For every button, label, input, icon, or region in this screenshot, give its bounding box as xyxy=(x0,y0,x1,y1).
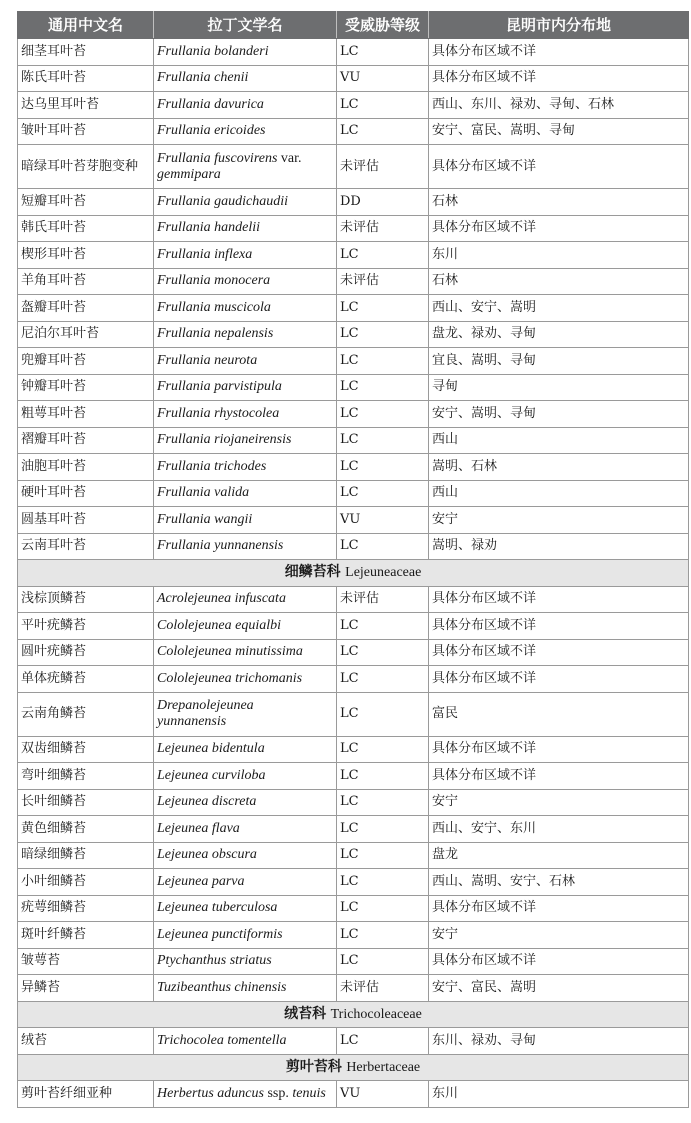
latin-name-cell xyxy=(154,189,337,216)
chinese-name-cell: 双齿细鳞苔 xyxy=(18,736,154,763)
threat-level-cell: LC xyxy=(337,348,429,375)
latin-binomial: Frullania yunnanensis xyxy=(157,538,284,554)
threat-level-cell: LC xyxy=(337,816,429,843)
chinese-name-cell: 云南耳叶苔 xyxy=(18,533,154,560)
latin-name-cell xyxy=(154,763,337,790)
latin-name-cell xyxy=(154,736,337,763)
threat-level-cell: 未评估 xyxy=(337,586,429,613)
distribution-cell: 西山、东川、禄劝、寻甸、石林 xyxy=(429,92,689,119)
latin-name-cell xyxy=(154,348,337,375)
family-latin-name: Trichocoleaceae xyxy=(330,1006,422,1022)
table-body xyxy=(18,39,689,1108)
family-chinese-name: 绒苔科 xyxy=(284,1005,327,1022)
family-latin-name: Lejeuneaceae xyxy=(345,565,422,581)
species-table xyxy=(17,11,689,1108)
distribution-cell: 安宁 xyxy=(429,507,689,534)
table-row xyxy=(18,763,689,790)
threat-level-cell: VU xyxy=(337,65,429,92)
threat-level-cell: 未评估 xyxy=(337,975,429,1002)
header-latin-name: 拉丁文学名 xyxy=(154,12,337,39)
chinese-name-cell: 钟瓣耳叶苔 xyxy=(18,374,154,401)
table-row xyxy=(18,215,689,242)
distribution-cell: 具体分布区域不详 xyxy=(429,736,689,763)
distribution-cell: 西山、嵩明、安宁、石林 xyxy=(429,869,689,896)
latin-name-cell xyxy=(154,948,337,975)
chinese-name-cell: 硬叶耳叶苔 xyxy=(18,480,154,507)
latin-binomial: Frullania bolanderi xyxy=(157,43,269,59)
threat-level-cell: DD xyxy=(337,189,429,216)
table-row xyxy=(18,65,689,92)
threat-level-cell: LC xyxy=(337,895,429,922)
latin-name-cell xyxy=(154,480,337,507)
latin-binomial: Herbertus aduncus xyxy=(157,1085,264,1101)
latin-name-cell xyxy=(154,427,337,454)
threat-level-cell: 未评估 xyxy=(337,215,429,242)
latin-infraspecific: tenuis xyxy=(292,1085,326,1101)
table-row xyxy=(18,92,689,119)
table-row xyxy=(18,789,689,816)
latin-name-cell xyxy=(154,401,337,428)
table-row xyxy=(18,613,689,640)
table-row xyxy=(18,321,689,348)
latin-rank: var. xyxy=(280,150,302,166)
table-row xyxy=(18,480,689,507)
latin-name-cell xyxy=(154,92,337,119)
table-row xyxy=(18,666,689,693)
chinese-name-cell: 弯叶细鳞苔 xyxy=(18,763,154,790)
header-threat-level: 受威胁等级 xyxy=(337,12,429,39)
latin-name-cell xyxy=(154,321,337,348)
threat-level-cell: LC xyxy=(337,869,429,896)
latin-name-cell xyxy=(154,1081,337,1108)
latin-name-cell xyxy=(154,533,337,560)
latin-rank: ssp. xyxy=(267,1085,289,1101)
latin-binomial: Cololejeunea trichomanis xyxy=(157,670,303,686)
table-row xyxy=(18,922,689,949)
latin-name-cell xyxy=(154,816,337,843)
chinese-name-cell: 暗绿细鳞苔 xyxy=(18,842,154,869)
latin-name-cell xyxy=(154,39,337,66)
chinese-name-cell: 浅棕顶鳞苔 xyxy=(18,586,154,613)
chinese-name-cell: 尼泊尔耳叶苔 xyxy=(18,321,154,348)
chinese-name-cell: 油胞耳叶苔 xyxy=(18,454,154,481)
distribution-cell: 安宁、富民、嵩明、寻甸 xyxy=(429,118,689,145)
latin-binomial: Frullania monocera xyxy=(157,273,271,289)
latin-binomial: Frullania nepalensis xyxy=(157,326,274,342)
table-row xyxy=(18,374,689,401)
distribution-cell: 石林 xyxy=(429,268,689,295)
table-row xyxy=(18,975,689,1002)
family-header xyxy=(18,1054,689,1081)
distribution-cell: 具体分布区域不详 xyxy=(429,613,689,640)
distribution-cell: 富民 xyxy=(429,692,689,736)
chinese-name-cell: 黄色细鳞苔 xyxy=(18,816,154,843)
table-row xyxy=(18,242,689,269)
family-header-row xyxy=(18,560,689,587)
latin-epithet: yunnanensis xyxy=(157,714,227,729)
threat-level-cell: LC xyxy=(337,118,429,145)
threat-level-cell: LC xyxy=(337,401,429,428)
latin-binomial: Lejeunea punctiformis xyxy=(157,926,283,942)
table-row xyxy=(18,268,689,295)
latin-binomial: Frullania neurota xyxy=(157,352,258,368)
table-row xyxy=(18,189,689,216)
chinese-name-cell: 单体疣鳞苔 xyxy=(18,666,154,693)
latin-binomial: Frullania davurica xyxy=(157,96,264,112)
chinese-name-cell: 皱萼苔 xyxy=(18,948,154,975)
distribution-cell: 安宁 xyxy=(429,922,689,949)
latin-name-cell xyxy=(154,895,337,922)
threat-level-cell: LC xyxy=(337,763,429,790)
chinese-name-cell: 长叶细鳞苔 xyxy=(18,789,154,816)
chinese-name-cell: 圆叶疣鳞苔 xyxy=(18,639,154,666)
latin-name-cell xyxy=(154,118,337,145)
distribution-cell: 安宁 xyxy=(429,789,689,816)
table-row xyxy=(18,736,689,763)
threat-level-cell: LC xyxy=(337,922,429,949)
distribution-cell: 盘龙、禄劝、寻甸 xyxy=(429,321,689,348)
latin-name-cell xyxy=(154,268,337,295)
threat-level-cell: LC xyxy=(337,427,429,454)
chinese-name-cell: 短瓣耳叶苔 xyxy=(18,189,154,216)
latin-binomial: Lejeunea parva xyxy=(157,873,245,889)
distribution-cell: 西山、安宁、嵩明 xyxy=(429,295,689,322)
chinese-name-cell: 楔形耳叶苔 xyxy=(18,242,154,269)
table-row xyxy=(18,692,689,736)
threat-level-cell: VU xyxy=(337,1081,429,1108)
distribution-cell: 安宁、富民、嵩明 xyxy=(429,975,689,1002)
header-distribution: 昆明市内分布地 xyxy=(429,12,689,39)
chinese-name-cell: 羊角耳叶苔 xyxy=(18,268,154,295)
table-row xyxy=(18,948,689,975)
latin-binomial: Lejeunea discreta xyxy=(157,794,257,810)
table-row xyxy=(18,145,689,189)
latin-name-cell xyxy=(154,922,337,949)
latin-binomial: Tuzibeanthus chinensis xyxy=(157,979,287,995)
latin-name-cell xyxy=(154,639,337,666)
latin-binomial: Acrolejeunea infuscata xyxy=(157,591,286,607)
table-row xyxy=(18,816,689,843)
table-row xyxy=(18,507,689,534)
latin-binomial: Lejeunea bidentula xyxy=(157,741,265,757)
latin-binomial: Cololejeunea equialbi xyxy=(157,617,282,633)
table-row xyxy=(18,118,689,145)
threat-level-cell: LC xyxy=(337,1028,429,1055)
latin-name-cell xyxy=(154,295,337,322)
chinese-name-cell: 盔瓣耳叶苔 xyxy=(18,295,154,322)
latin-name-cell xyxy=(154,454,337,481)
latin-binomial: Frullania inflexa xyxy=(157,246,253,262)
threat-level-cell: LC xyxy=(337,613,429,640)
threat-level-cell: LC xyxy=(337,948,429,975)
distribution-cell: 西山 xyxy=(429,480,689,507)
table-row xyxy=(18,586,689,613)
threat-level-cell: 未评估 xyxy=(337,268,429,295)
chinese-name-cell: 平叶疣鳞苔 xyxy=(18,613,154,640)
latin-name-cell xyxy=(154,789,337,816)
chinese-name-cell: 粗萼耳叶苔 xyxy=(18,401,154,428)
threat-level-cell: LC xyxy=(337,789,429,816)
family-header-row xyxy=(18,1054,689,1081)
latin-binomial: Frullania muscicola xyxy=(157,299,271,315)
latin-binomial: Lejeunea flava xyxy=(157,820,240,836)
latin-binomial: Frullania parvistipula xyxy=(157,379,282,395)
chinese-name-cell: 陈氏耳叶苔 xyxy=(18,65,154,92)
family-latin-name: Herbertaceae xyxy=(346,1059,421,1075)
chinese-name-cell: 细茎耳叶苔 xyxy=(18,39,154,66)
latin-name-cell xyxy=(154,242,337,269)
table-header xyxy=(18,12,689,39)
distribution-cell: 具体分布区域不详 xyxy=(429,39,689,66)
latin-name-cell xyxy=(154,65,337,92)
family-chinese-name: 剪叶苔科 xyxy=(285,1058,342,1075)
table-row xyxy=(18,1028,689,1055)
latin-binomial: Frullania valida xyxy=(157,485,250,501)
latin-binomial: Frullania fuscovirens xyxy=(157,150,278,166)
latin-binomial: Frullania gaudichaudii xyxy=(157,193,289,209)
header-row xyxy=(18,12,689,39)
chinese-name-cell: 暗绿耳叶苔芽胞变种 xyxy=(18,145,154,189)
family-chinese-name: 细鳞苔科 xyxy=(284,564,341,581)
distribution-cell: 具体分布区域不详 xyxy=(429,666,689,693)
table-row xyxy=(18,842,689,869)
distribution-cell: 东川 xyxy=(429,1081,689,1108)
distribution-cell: 寻甸 xyxy=(429,374,689,401)
table-row xyxy=(18,1081,689,1108)
latin-infraspecific: gemmipara xyxy=(157,166,221,182)
chinese-name-cell: 褶瓣耳叶苔 xyxy=(18,427,154,454)
latin-name-cell xyxy=(154,586,337,613)
threat-level-cell: LC xyxy=(337,639,429,666)
distribution-cell: 嵩明、石林 xyxy=(429,454,689,481)
latin-name-cell xyxy=(154,666,337,693)
latin-name-cell xyxy=(154,975,337,1002)
threat-level-cell: LC xyxy=(337,242,429,269)
threat-level-cell: LC xyxy=(337,692,429,736)
chinese-name-cell: 皱叶耳叶苔 xyxy=(18,118,154,145)
table-row xyxy=(18,895,689,922)
threat-level-cell: LC xyxy=(337,736,429,763)
latin-name-cell xyxy=(154,613,337,640)
threat-level-cell: LC xyxy=(337,295,429,322)
distribution-cell: 安宁、嵩明、寻甸 xyxy=(429,401,689,428)
family-header xyxy=(18,1001,689,1028)
distribution-cell: 西山、安宁、东川 xyxy=(429,816,689,843)
chinese-name-cell: 韩氏耳叶苔 xyxy=(18,215,154,242)
table-row xyxy=(18,869,689,896)
latin-binomial: Frullania chenii xyxy=(157,70,249,86)
threat-level-cell: LC xyxy=(337,842,429,869)
latin-name-cell xyxy=(154,507,337,534)
header-chinese-name: 通用中文名 xyxy=(18,12,154,39)
chinese-name-cell: 圆基耳叶苔 xyxy=(18,507,154,534)
latin-name-cell xyxy=(154,145,337,189)
threat-level-cell: LC xyxy=(337,321,429,348)
chinese-name-cell: 小叶细鳞苔 xyxy=(18,869,154,896)
latin-binomial: Lejeunea tuberculosa xyxy=(157,900,278,916)
distribution-cell: 盘龙 xyxy=(429,842,689,869)
family-header xyxy=(18,560,689,587)
latin-name-cell xyxy=(154,842,337,869)
chinese-name-cell: 兜瓣耳叶苔 xyxy=(18,348,154,375)
family-header-row xyxy=(18,1001,689,1028)
distribution-cell: 东川 xyxy=(429,242,689,269)
table-row xyxy=(18,427,689,454)
distribution-cell: 具体分布区域不详 xyxy=(429,145,689,189)
distribution-cell: 嵩明、禄劝 xyxy=(429,533,689,560)
latin-binomial: Frullania rhystocolea xyxy=(157,405,280,421)
distribution-cell: 具体分布区域不详 xyxy=(429,215,689,242)
threat-level-cell: LC xyxy=(337,480,429,507)
latin-binomial: Frullania ericoides xyxy=(157,123,266,139)
distribution-cell: 西山 xyxy=(429,427,689,454)
distribution-cell: 具体分布区域不详 xyxy=(429,948,689,975)
latin-binomial: Frullania trichodes xyxy=(157,458,267,474)
distribution-cell: 具体分布区域不详 xyxy=(429,639,689,666)
threat-level-cell: VU xyxy=(337,507,429,534)
chinese-name-cell: 剪叶苔纤细亚种 xyxy=(18,1081,154,1108)
chinese-name-cell: 疣萼细鳞苔 xyxy=(18,895,154,922)
threat-level-cell: 未评估 xyxy=(337,145,429,189)
table-row xyxy=(18,295,689,322)
chinese-name-cell: 斑叶纤鳞苔 xyxy=(18,922,154,949)
table-row xyxy=(18,639,689,666)
latin-binomial: Lejeunea curviloba xyxy=(157,767,266,783)
latin-binomial: Frullania wangii xyxy=(157,511,253,527)
threat-level-cell: LC xyxy=(337,92,429,119)
latin-name-cell xyxy=(154,215,337,242)
chinese-name-cell: 达乌里耳叶苔 xyxy=(18,92,154,119)
latin-name-cell xyxy=(154,1028,337,1055)
latin-binomial: Frullania riojaneirensis xyxy=(157,432,292,448)
chinese-name-cell: 绒苔 xyxy=(18,1028,154,1055)
distribution-cell: 石林 xyxy=(429,189,689,216)
latin-binomial: Drepanolejeunea xyxy=(157,698,254,713)
distribution-cell: 具体分布区域不详 xyxy=(429,65,689,92)
chinese-name-cell: 云南角鳞苔 xyxy=(18,692,154,736)
latin-binomial: Cololejeunea minutissima xyxy=(157,644,303,660)
latin-name-cell xyxy=(154,374,337,401)
latin-name-cell xyxy=(154,692,337,736)
table-row xyxy=(18,533,689,560)
latin-binomial: Trichocolea tomentella xyxy=(157,1032,287,1048)
threat-level-cell: LC xyxy=(337,533,429,560)
latin-binomial: Frullania handelii xyxy=(157,220,261,236)
distribution-cell: 具体分布区域不详 xyxy=(429,586,689,613)
threat-level-cell: LC xyxy=(337,666,429,693)
latin-binomial: Lejeunea obscura xyxy=(157,847,257,863)
distribution-cell: 具体分布区域不详 xyxy=(429,895,689,922)
table-row xyxy=(18,401,689,428)
distribution-cell: 宜良、嵩明、寻甸 xyxy=(429,348,689,375)
chinese-name-cell: 异鳞苔 xyxy=(18,975,154,1002)
threat-level-cell: LC xyxy=(337,454,429,481)
threat-level-cell: LC xyxy=(337,39,429,66)
distribution-cell: 东川、禄劝、寻甸 xyxy=(429,1028,689,1055)
distribution-cell: 具体分布区域不详 xyxy=(429,763,689,790)
table-row xyxy=(18,39,689,66)
table-row xyxy=(18,348,689,375)
latin-name-cell xyxy=(154,869,337,896)
table-row xyxy=(18,454,689,481)
threat-level-cell: LC xyxy=(337,374,429,401)
latin-binomial: Ptychanthus striatus xyxy=(157,953,272,969)
